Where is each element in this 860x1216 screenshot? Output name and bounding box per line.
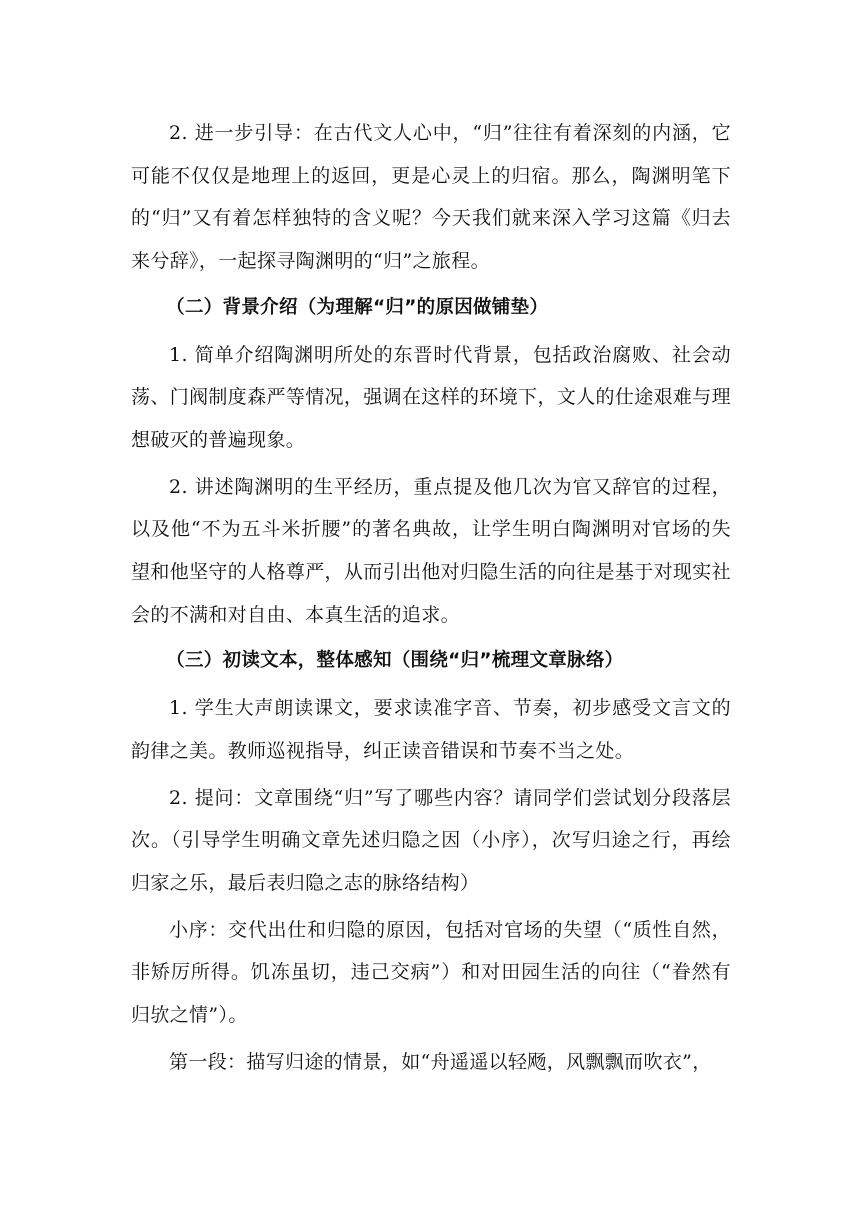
paragraph-section-one: 第一段：描写归途的情景，如“舟遥遥以轻飏，风飘飘而吹衣”，	[169, 1050, 712, 1073]
document-body	[131, 112, 731, 1083]
paragraph-background-1: 1. 简单介绍陶渊明所处的东晋时代背景，包括政治腐败、社会动荡、门阀制度森严等情况，强调在这样的环境下，文人的仕途艰难与理想破灭的普遍现象。	[131, 343, 731, 451]
paragraph-guide-2: 2. 进一步引导：在古代文人心中，“归”往往有着深刻的内涵，它可能不仅仅是地理上的返回，更是心灵上的归宿。那么，陶渊明笔下的“归”又有着怎样独特的含义呢？今天我们就来深入学习这篇《归去来兮辞》，一起探寻陶渊明的“归”之旅程。	[131, 122, 731, 273]
paragraph-background-2: 2. 讲述陶渊明的生平经历，重点提及他几次为官又辞官的过程，以及他“不为五斗米折腰”的著名典故，让学生明白陶渊明对官场的失望和他坚守的人格尊严，从而引出他对归隐生活的向往是基于对现实社会的不满和对自由、本真生活的追求。	[131, 475, 731, 626]
paragraph-reading-2: 2. 提问：文章围绕“归”写了哪些内容？请同学们尝试划分段落层次。（引导学生明确文章先述归隐之因（小序），次写归途之行，再绘归家之乐，最后表归隐之志的脉络结构）	[131, 786, 731, 894]
section-heading-first-reading: （三）初读文本，整体感知（围绕“归”梳理文章脉络）	[166, 650, 624, 672]
paragraph-preface: 小序：交代出仕和归隐的原因，包括对官场的失望（“质性自然，非矫厉所得。饥冻虽切，违己交病”）和对田园生活的向往（“眷然有归欤之情”）。	[131, 918, 731, 1027]
section-heading-background: （二）背景介绍（为理解“归”的原因做铺垫）	[166, 296, 549, 318]
paragraph-reading-1: 1. 学生大声朗读课文，要求读准字音、节奏，初步感受文言文的韵律之美。教师巡视指导，纠正读音错误和节奏不当之处。	[131, 697, 731, 762]
